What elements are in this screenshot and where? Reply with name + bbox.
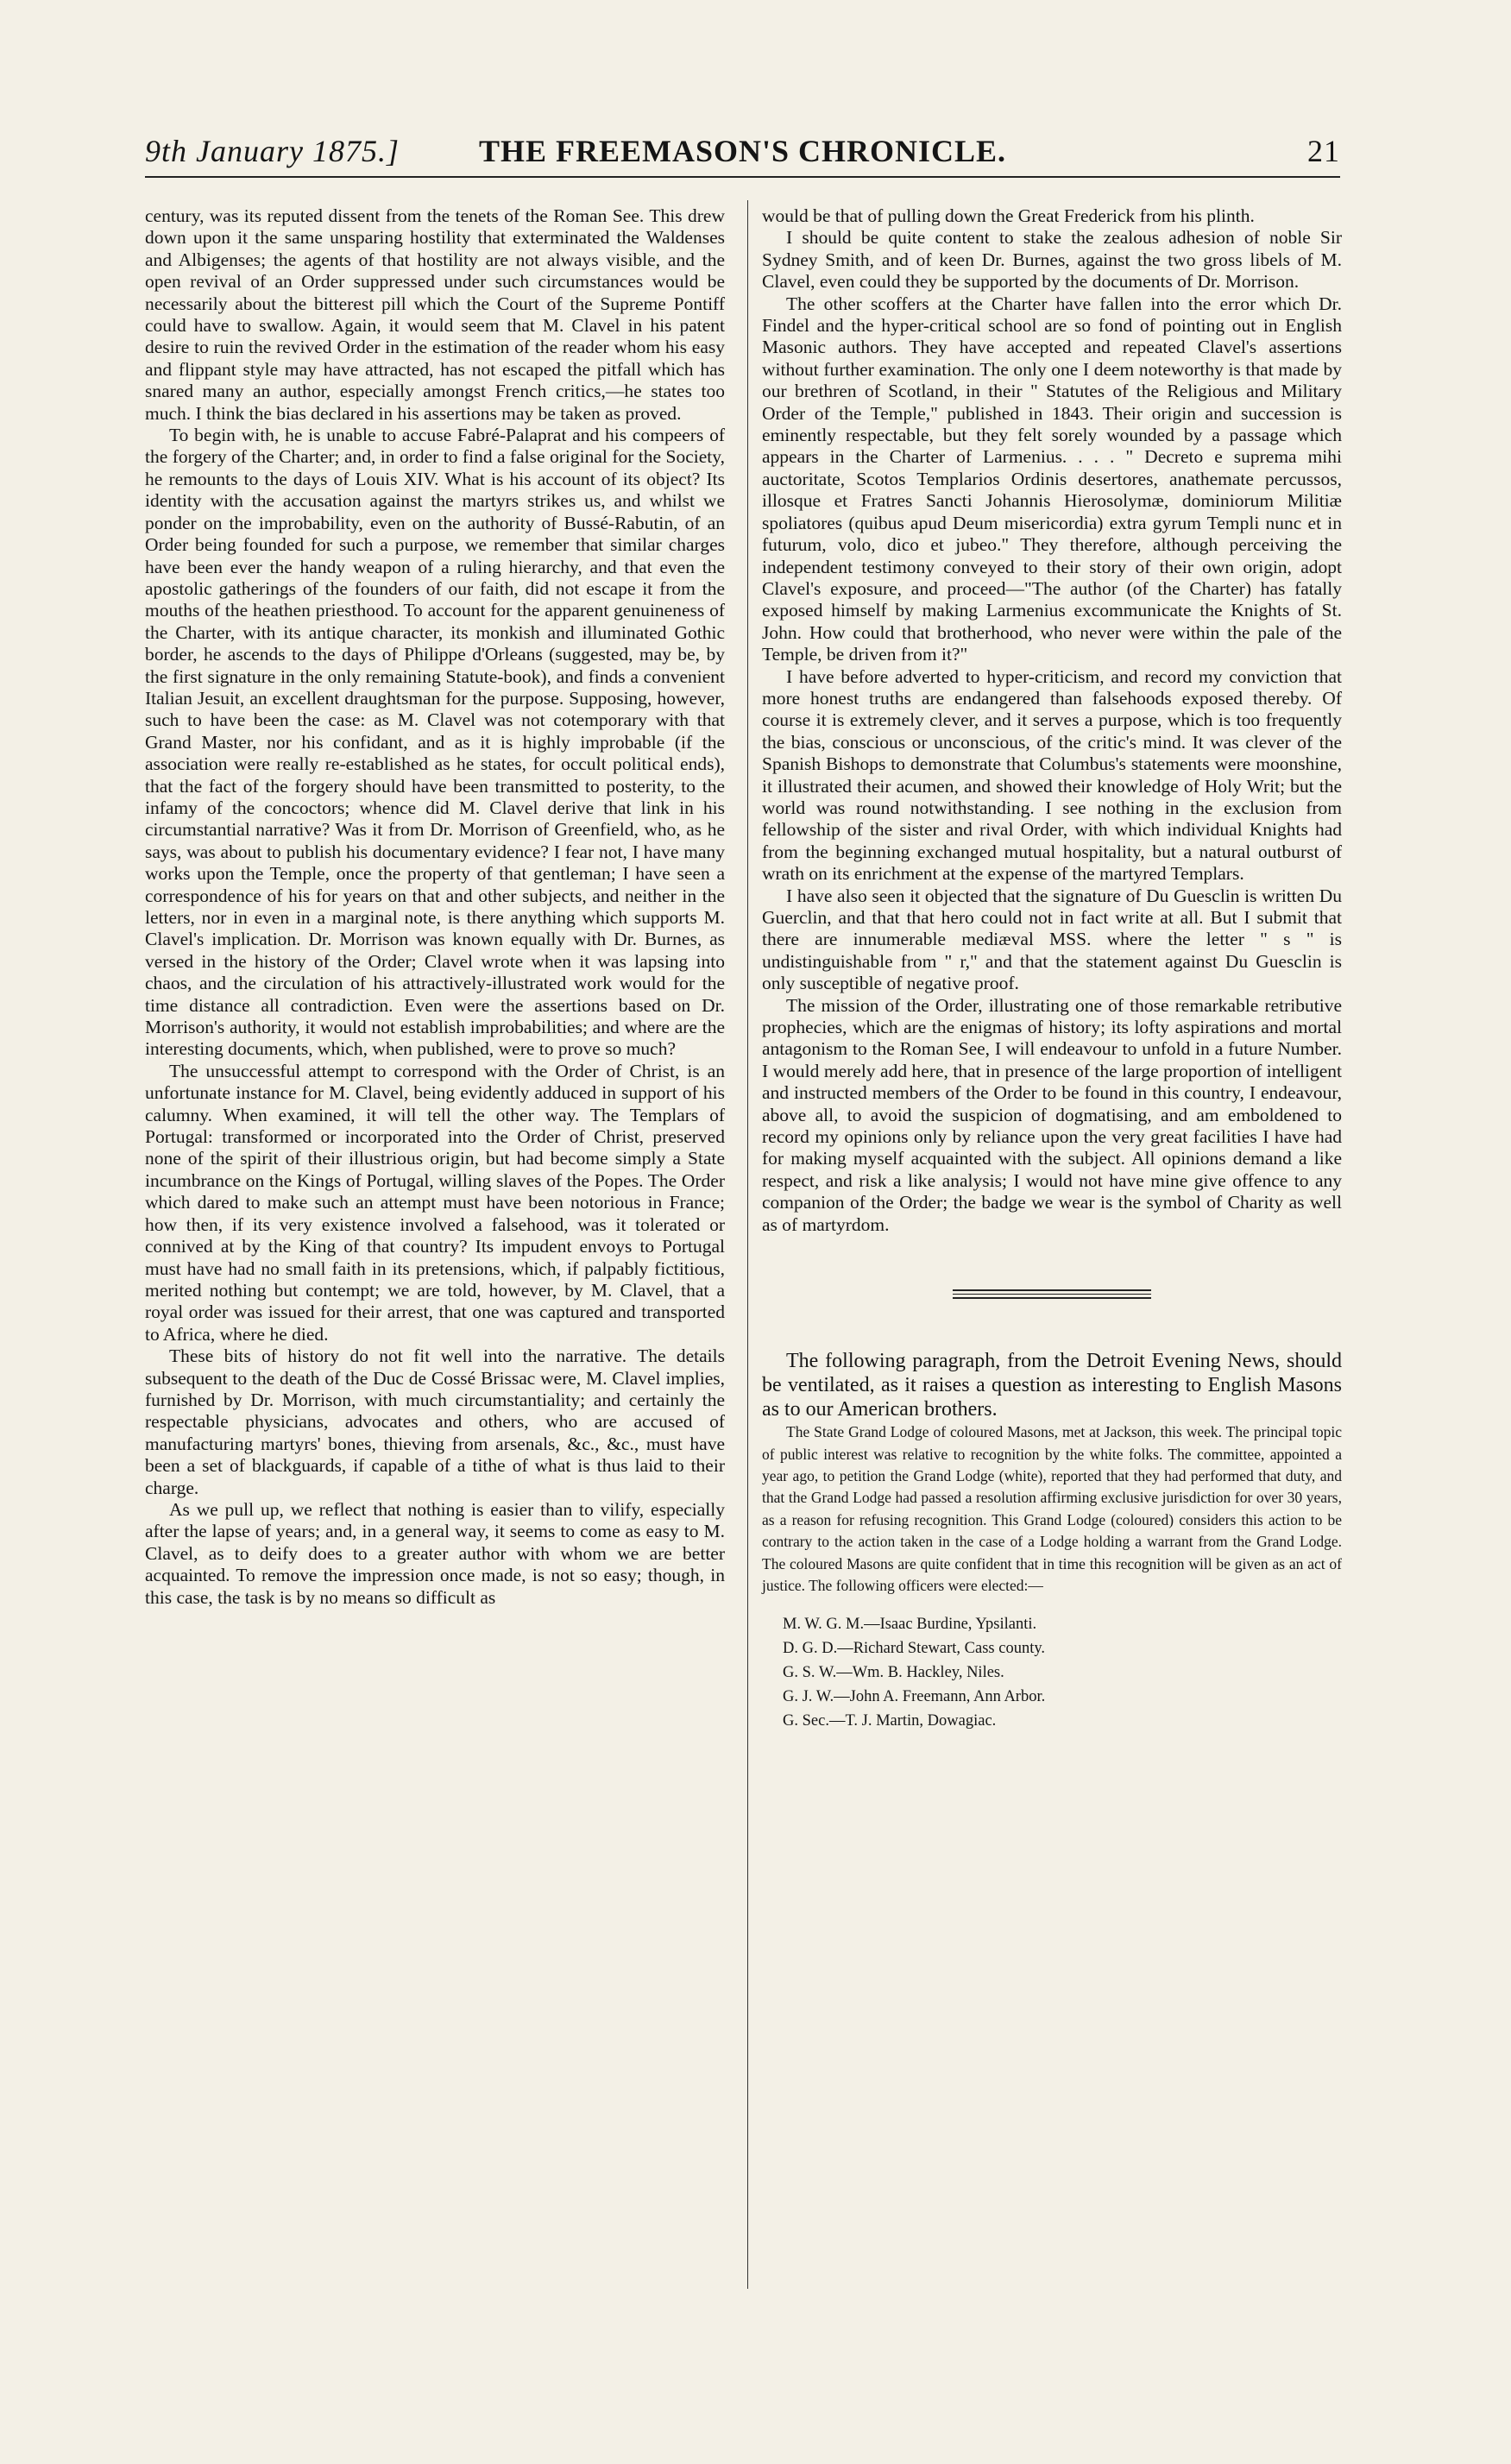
officers-list — [762, 1612, 1342, 1733]
quoted-article: The State Grand Lodge of coloured Masons, met at Jackson, this week. The principal topic of public interest was relative to recognition by the white folks. The committee, appointed a year ago, to petition the Grand Lodge (white), reported that they had performed that duty, and that the Grand Lodge had passed a resolution affirming exclusive jurisdiction for over 30 years, as a reason for refusing recognition. This Grand Lodge (coloured) considers this action to be contrary to the action taken in the case of a Lodge holding a warrant from the Grand Lodge. The coloured Masons are quite confident that in time this recognition will be given as an act of justice. The following officers were elected:— — [762, 1423, 1342, 1594]
section-divider — [953, 1289, 1151, 1299]
right-paragraph-3: The other scoffers at the Charter have fallen into the error which Dr. Findel and the hyper-critical school are so fond of pointing out in English Masonic authors. They have accepted and repeated Clavel's assertions without further examination. The only one I deem noteworthy is that made by our brethren of Scotland, in their " Statutes of the Religious and Military Order of the Temple," published in 1843. Their origin and succession is eminently respectable, but they felt sorely wounded by a passage which appears in the Charter of Larmenius. . . . " Decreto e suprema mihi auctoritate, Scotos Templarios Ordinis desertores, anathemate percussos, illosque et Fratres Sancti Johannis Hierosolymæ, dominiorum Militiæ spoliatores (quibus apud Deum misericordia) extra gyrum Templi nunc et in futurum, volo, dico et jubeo." They therefore, although perceiving the independent testimony conveyed to their story of their own origin, adopt Clavel's exposure, and proceed—"The author (of the Charter) has fatally exposed himself by making Larmenius excommunicate the Knights of St. John. How could that brotherhood, who never were within the pale of the Temple, be driven from it?" — [762, 293, 1342, 665]
right-paragraph-1: would be that of pulling down the Great Frederick from his plinth. — [762, 205, 1255, 226]
intro-paragraph: The following paragraph, from the Detroit Evening News, should be ventilated, as it raises a question as interesting to English Masons as to our American brothers. — [762, 1350, 1342, 1421]
header-page-number: 21 — [1307, 134, 1340, 168]
right-paragraph-5: I have also seen it objected that the signature of Du Guesclin is written Du Guerclin, and that that hero could not in fact write at all. But I submit that there are innumerable mediæval MSS. where the letter " s " is undistinguishable from " r," and that the statement against Du Guesclin is only susceptible of negative proof. — [762, 885, 1342, 994]
officer-entry: M. W. G. M.—Isaac Burdine, Ypsilanti. — [783, 1616, 1037, 1634]
left-paragraph-3: The unsuccessful attempt to correspond with the Order of Christ, is an unfortunate instance for M. Clavel, being evidently adduced in support of his calumny. When examined, it will tell the other way. The Templars of Portugal: transformed or incorporated into the Order of Christ, preserved none of the spirit of their illustrious origin, but had become simply a State incumbrance on the Kings of Portugal, willing slaves of the Popes. The Order which dared to make such an attempt must have been notorious in France; how then, if its very existence involved a falsehood, was it tolerated or connived at by the King of that country? Its impudent envoys to Portugal must have had no small faith in its pretensions, which, if palpably fictitious, merited nothing but contempt; we are told, however, by M. Clavel, that a royal order was issued for their arrest, that one was captured and transported to Africa, where he died. — [145, 1060, 725, 1345]
left-paragraph-1: century, was its reputed dissent from the tenets of the Roman See. This drew down upon it the same unsparing hostility that exterminated the Waldenses and Albigenses; the agents of that hostility are not always visible, and the open revival of an Order suppressed under such circumstances would be necessarily about the bitterest pill which the Court of the Supreme Pontiff could have to swallow. Again, it would seem that M. Clavel in his patent desire to ruin the revived Order in the estimation of the reader whom his easy and flippant style may have attracted, has not escaped the pitfall which has snared many an author, especially amongst French critics,—he states too much. I think the bias declared in his assertions may be taken as proved. — [145, 205, 725, 424]
left-paragraph-5: As we pull up, we reflect that nothing is easier than to vilify, especially after the lapse of years; and, in a general way, it seems to come as easy to M. Clavel, as to deify does to a greater author with whom we are better acquainted. To remove the impression once made, is not so easy; though, in this case, the task is by no means so difficult as — [145, 1498, 725, 1608]
officer-entry: G. Sec.—T. J. Martin, Dowagiac. — [783, 1712, 997, 1730]
column-divider — [747, 200, 748, 2289]
header-title: THE FREEMASON'S CHRONICLE. — [478, 134, 1007, 168]
right-paragraph-4: I have before adverted to hyper-criticism, and record my conviction that more honest truths are endangered than falsehoods exposed thereby. Of course it is extremely clever, and it serves a purpose, which is too frequently the bias, conscious or unconscious, of the critic's mind. It was clever of the Spanish Bishops to demonstrate that Columbus's statements were moonshine, it illustrated their acumen, and showed their knowledge of Holy Writ; but the world was round notwithstanding. I see nothing in the exclusion from fellowship of the sister and rival Order, with which individual Knights had from the beginning exchanged mutual hospitality, but a natural outburst of wrath on its enrichment at the expense of the martyred Templars. — [762, 665, 1342, 885]
right-paragraph-6: The mission of the Order, illustrating one of those remarkable retributive prophecies, which are the enigmas of history; its lofty aspirations and mortal antagonism to the Roman See, I will endeavour to unfold in a future Number. I would merely add here, that in presence of the large proportion of intelligent and instructed members of the Order to be found in this country, I endeavour, above all, to avoid the suspicion of dogmatising, and am emboldened to record my opinions only by reliance upon the very great facilities I have had for making myself acquainted with the subject. All opinions demand a like respect, and risk a like analysis; I would not have mine give offence to any companion of the Order; the badge we wear is the symbol of Charity as well as of martyrdom. — [762, 994, 1342, 1235]
header-date: 9th January 1875.] — [145, 134, 400, 168]
left-paragraph-4: These bits of history do not fit well into the narrative. The details subsequent to the death of the Duc de Cossé Brissac were, M. Clavel implies, furnished by Dr. Morrison, with much circumstantiality; and certainly the respectable physicians, advocates and others, who are accused of manufacturing martyrs' bones, thieving from arsenals, &c., &c., must have been a set of blackguards, if capable of a tithe of what is thus laid to their charge. — [145, 1345, 725, 1498]
left-column — [145, 205, 725, 1609]
right-column — [762, 205, 1342, 1733]
officer-entry: G. J. W.—John A. Freemann, Ann Arbor. — [783, 1688, 1046, 1706]
page-header — [145, 128, 1340, 178]
officer-entry: D. G. D.—Richard Stewart, Cass county. — [783, 1640, 1046, 1658]
left-paragraph-2: To begin with, he is unable to accuse Fabré-Palaprat and his compeers of the forgery of the Charter; and, in order to find a false original for the Society, he remounts to the days of Louis XIV. What is his account of its object? Its identity with the accusation against the martyrs strikes us, and whilst we ponder on the improbability, even on the authority of Bussé-Rabutin, of an Order being founded for such a purpose, we remember that similar charges have been ever the handy weapon of a ruling hierarchy, and that even the apostolic gatherings of the founders of our faith, did not escape it from the mouths of the heathen priesthood. To account for the apparent genuineness of the Charter, with its antique character, its monkish and illuminated Gothic border, he ascends to the days of Philippe d'Orleans (suggested, may be, by the first signature in the only remaining Statute-book), and finds a convenient Italian Jesuit, an excellent draughtsman for the purpose. Supposing, however, such to have been the case: as M. Clavel was not cotemporary with that Grand Master, nor his confidant, and as it is highly improbable (if the association were really re-established as he states, for occult political ends), that the fact of the forgery should have been transmitted to posterity, to the infamy of the concoctors; whence did M. Clavel derive that link in his circumstantial narrative? Was it from Dr. Morrison of Greenfield, who, as he says, was about to publish his documentary evidence? I fear not, I have many works upon the Temple, once the property of that gentleman; I have seen a correspondence of his for years on that and other subjects, and neither in the letters, nor in even in a marginal note, is there anything which supports M. Clavel's implication. Dr. Morrison was known equally with Dr. Burnes, as versed in the history of the Order; Clavel wrote when it was lapsing into chaos, and the circulation of his attractively-illustrated work would for the time distance all contradiction. Even were the assertions based on Dr. Morrison's authority, it would not establish improbabilities; and where are the interesting documents, which, when published, were to prove so much? — [145, 425, 725, 1060]
officer-entry: G. S. W.—Wm. B. Hackley, Niles. — [783, 1664, 1004, 1682]
right-paragraph-2: I should be quite content to stake the zealous adhesion of noble Sir Sydney Smith, and of keen Dr. Burnes, against the two gross libels of M. Clavel, even could they be supported by the documents of Dr. Morrison. — [762, 227, 1342, 293]
